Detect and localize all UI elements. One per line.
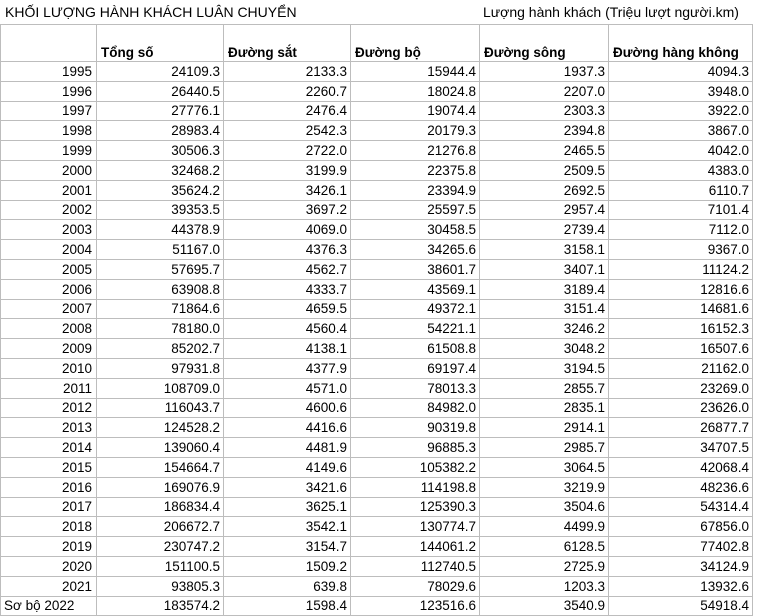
value-cell[interactable]: 78013.3: [351, 378, 480, 398]
year-cell[interactable]: 1997: [1, 101, 97, 121]
value-cell[interactable]: 21162.0: [609, 358, 753, 378]
table-row: [1, 279, 753, 299]
year-cell[interactable]: 2018: [1, 517, 97, 537]
value-cell[interactable]: 3194.5: [480, 358, 609, 378]
year-cell[interactable]: 2002: [1, 200, 97, 220]
value-cell[interactable]: 25597.5: [351, 200, 480, 220]
value-cell[interactable]: 139060.4: [97, 438, 224, 458]
table-row: [1, 200, 753, 220]
value-cell[interactable]: 3154.7: [224, 537, 351, 557]
value-cell[interactable]: 3948.0: [609, 81, 753, 101]
table-row: [1, 141, 753, 161]
value-cell[interactable]: 96885.3: [351, 438, 480, 458]
value-cell[interactable]: 4499.9: [480, 517, 609, 537]
value-cell[interactable]: 90319.8: [351, 418, 480, 438]
table-row: [1, 319, 753, 339]
value-cell[interactable]: 123516.6: [351, 596, 480, 616]
value-cell[interactable]: 6128.5: [480, 537, 609, 557]
value-cell[interactable]: 15944.4: [351, 62, 480, 82]
value-cell[interactable]: 3625.1: [224, 497, 351, 517]
data-table: [0, 24, 753, 616]
table-row: [1, 81, 753, 101]
year-cell[interactable]: 2007: [1, 299, 97, 319]
year-cell[interactable]: 2016: [1, 477, 97, 497]
table-row: [1, 497, 753, 517]
value-cell[interactable]: 4069.0: [224, 220, 351, 240]
value-cell[interactable]: 4416.6: [224, 418, 351, 438]
value-cell[interactable]: 16152.3: [609, 319, 753, 339]
value-cell[interactable]: 639.8: [224, 576, 351, 596]
value-cell[interactable]: 2303.3: [480, 101, 609, 121]
value-cell[interactable]: 85202.7: [97, 339, 224, 359]
value-cell[interactable]: 2914.1: [480, 418, 609, 438]
table-row: [1, 220, 753, 240]
value-cell[interactable]: 12816.6: [609, 279, 753, 299]
value-cell[interactable]: 151100.5: [97, 556, 224, 576]
value-cell[interactable]: 63908.8: [97, 279, 224, 299]
value-cell[interactable]: 3189.4: [480, 279, 609, 299]
table-row: [1, 457, 753, 477]
value-cell[interactable]: 124528.2: [97, 418, 224, 438]
table-row: [1, 596, 753, 616]
table-row: [1, 101, 753, 121]
value-cell[interactable]: 44378.9: [97, 220, 224, 240]
year-cell[interactable]: 2020: [1, 556, 97, 576]
value-cell[interactable]: 2985.7: [480, 438, 609, 458]
table-row: [1, 517, 753, 537]
value-cell[interactable]: 2957.4: [480, 200, 609, 220]
value-cell[interactable]: 38601.7: [351, 259, 480, 279]
value-cell[interactable]: 2855.7: [480, 378, 609, 398]
value-cell[interactable]: 78029.6: [351, 576, 480, 596]
year-cell[interactable]: 2004: [1, 240, 97, 260]
value-cell[interactable]: 57695.7: [97, 259, 224, 279]
value-cell[interactable]: 2476.4: [224, 101, 351, 121]
value-cell[interactable]: 4659.5: [224, 299, 351, 319]
table-row: [1, 339, 753, 359]
value-cell[interactable]: 154664.7: [97, 457, 224, 477]
value-cell[interactable]: 20179.3: [351, 121, 480, 141]
value-cell[interactable]: 3246.2: [480, 319, 609, 339]
value-cell[interactable]: 2835.1: [480, 398, 609, 418]
value-cell[interactable]: 4571.0: [224, 378, 351, 398]
value-cell[interactable]: 97931.8: [97, 358, 224, 378]
value-cell[interactable]: 4376.3: [224, 240, 351, 260]
year-cell[interactable]: 2009: [1, 339, 97, 359]
value-cell[interactable]: 27776.1: [97, 101, 224, 121]
table-row: [1, 418, 753, 438]
header-cell-total[interactable]: Tổng số: [97, 25, 224, 62]
value-cell[interactable]: 186834.4: [97, 497, 224, 517]
value-cell[interactable]: 2133.3: [224, 62, 351, 82]
header-cell-rail[interactable]: Đường sắt: [224, 25, 351, 62]
year-cell[interactable]: 2019: [1, 537, 97, 557]
value-cell[interactable]: 26440.5: [97, 81, 224, 101]
year-cell[interactable]: 2014: [1, 438, 97, 458]
value-cell[interactable]: 93805.3: [97, 576, 224, 596]
value-cell[interactable]: 54918.4: [609, 596, 753, 616]
table-row: [1, 62, 753, 82]
table-row: [1, 537, 753, 557]
table-row: [1, 358, 753, 378]
value-cell[interactable]: 18024.8: [351, 81, 480, 101]
value-cell[interactable]: 2692.5: [480, 180, 609, 200]
value-cell[interactable]: 3540.9: [480, 596, 609, 616]
value-cell[interactable]: 13932.6: [609, 576, 753, 596]
value-cell[interactable]: 2260.7: [224, 81, 351, 101]
table-row: [1, 576, 753, 596]
table-row: [1, 477, 753, 497]
value-cell[interactable]: 3421.6: [224, 477, 351, 497]
value-cell[interactable]: 3199.9: [224, 160, 351, 180]
year-cell[interactable]: 2006: [1, 279, 97, 299]
value-cell[interactable]: 114198.8: [351, 477, 480, 497]
value-cell[interactable]: 3064.5: [480, 457, 609, 477]
table-row: [1, 438, 753, 458]
value-cell[interactable]: 183574.2: [97, 596, 224, 616]
value-cell[interactable]: 39353.5: [97, 200, 224, 220]
value-cell[interactable]: 3504.6: [480, 497, 609, 517]
value-cell[interactable]: 3922.0: [609, 101, 753, 121]
year-cell[interactable]: 2015: [1, 457, 97, 477]
header-cell-air[interactable]: Đường hàng không: [609, 25, 753, 62]
value-cell[interactable]: 116043.7: [97, 398, 224, 418]
value-cell[interactable]: 206672.7: [97, 517, 224, 537]
header-row: [1, 25, 753, 62]
table-row: [1, 160, 753, 180]
value-cell[interactable]: 230747.2: [97, 537, 224, 557]
table-row: [1, 378, 753, 398]
value-cell[interactable]: 77402.8: [609, 537, 753, 557]
title-row: [0, 0, 760, 24]
value-cell[interactable]: 32468.2: [97, 160, 224, 180]
value-cell[interactable]: 4333.7: [224, 279, 351, 299]
value-cell[interactable]: 4138.1: [224, 339, 351, 359]
value-cell[interactable]: 23626.0: [609, 398, 753, 418]
value-cell[interactable]: 1509.2: [224, 556, 351, 576]
year-cell[interactable]: 1999: [1, 141, 97, 161]
value-cell[interactable]: 3048.2: [480, 339, 609, 359]
value-cell[interactable]: 2207.0: [480, 81, 609, 101]
value-cell[interactable]: 108709.0: [97, 378, 224, 398]
value-cell[interactable]: 125390.3: [351, 497, 480, 517]
value-cell[interactable]: 23269.0: [609, 378, 753, 398]
table-row: [1, 180, 753, 200]
value-cell[interactable]: 4042.0: [609, 141, 753, 161]
value-cell[interactable]: 2722.0: [224, 141, 351, 161]
value-cell[interactable]: 105382.2: [351, 457, 480, 477]
value-cell[interactable]: 61508.8: [351, 339, 480, 359]
table-row: [1, 121, 753, 141]
value-cell[interactable]: 11124.2: [609, 259, 753, 279]
value-cell[interactable]: 169076.9: [97, 477, 224, 497]
value-cell[interactable]: 144061.2: [351, 537, 480, 557]
value-cell[interactable]: 4383.0: [609, 160, 753, 180]
year-cell[interactable]: 1998: [1, 121, 97, 141]
year-cell[interactable]: 2021: [1, 576, 97, 596]
value-cell[interactable]: 3867.0: [609, 121, 753, 141]
value-cell[interactable]: 69197.4: [351, 358, 480, 378]
value-cell[interactable]: 78180.0: [97, 319, 224, 339]
value-cell[interactable]: 49372.1: [351, 299, 480, 319]
value-cell[interactable]: 4600.6: [224, 398, 351, 418]
value-cell[interactable]: 4149.6: [224, 457, 351, 477]
value-cell[interactable]: 22375.8: [351, 160, 480, 180]
year-cell[interactable]: 2010: [1, 358, 97, 378]
value-cell[interactable]: 4481.9: [224, 438, 351, 458]
value-cell[interactable]: 3407.1: [480, 259, 609, 279]
header-cell-road[interactable]: Đường bộ: [351, 25, 480, 62]
year-cell[interactable]: 2012: [1, 398, 97, 418]
value-cell[interactable]: 1937.3: [480, 62, 609, 82]
value-cell[interactable]: 7112.0: [609, 220, 753, 240]
value-cell[interactable]: 3426.1: [224, 180, 351, 200]
unit-note[interactable]: Lượng hành khách (Triệu lượt người.km): [483, 4, 739, 20]
value-cell[interactable]: 19074.4: [351, 101, 480, 121]
value-cell[interactable]: 28983.4: [97, 121, 224, 141]
value-cell[interactable]: 9367.0: [609, 240, 753, 260]
value-cell[interactable]: 30506.3: [97, 141, 224, 161]
value-cell[interactable]: 2725.9: [480, 556, 609, 576]
value-cell[interactable]: 84982.0: [351, 398, 480, 418]
value-cell[interactable]: 4377.9: [224, 358, 351, 378]
header-cell-river[interactable]: Đường sông: [480, 25, 609, 62]
value-cell[interactable]: 3158.1: [480, 240, 609, 260]
year-cell[interactable]: 1996: [1, 81, 97, 101]
value-cell[interactable]: 54314.4: [609, 497, 753, 517]
year-cell[interactable]: 2005: [1, 259, 97, 279]
value-cell[interactable]: 67856.0: [609, 517, 753, 537]
value-cell[interactable]: 2509.5: [480, 160, 609, 180]
year-cell[interactable]: 2001: [1, 180, 97, 200]
value-cell[interactable]: 130774.7: [351, 517, 480, 537]
value-cell[interactable]: 2394.8: [480, 121, 609, 141]
value-cell[interactable]: 4562.7: [224, 259, 351, 279]
table-row: [1, 299, 753, 319]
value-cell[interactable]: 51167.0: [97, 240, 224, 260]
header-cell-blank[interactable]: [1, 25, 97, 62]
year-cell[interactable]: 2008: [1, 319, 97, 339]
value-cell[interactable]: 3697.2: [224, 200, 351, 220]
value-cell[interactable]: 1598.4: [224, 596, 351, 616]
year-cell[interactable]: 2017: [1, 497, 97, 517]
value-cell[interactable]: 34124.9: [609, 556, 753, 576]
value-cell[interactable]: 2542.3: [224, 121, 351, 141]
value-cell[interactable]: 6110.7: [609, 180, 753, 200]
value-cell[interactable]: 3219.9: [480, 477, 609, 497]
value-cell[interactable]: 1203.3: [480, 576, 609, 596]
year-cell[interactable]: 2000: [1, 160, 97, 180]
table-row: [1, 259, 753, 279]
value-cell[interactable]: 71864.6: [97, 299, 224, 319]
value-cell[interactable]: 14681.6: [609, 299, 753, 319]
value-cell[interactable]: 35624.2: [97, 180, 224, 200]
value-cell[interactable]: 4094.3: [609, 62, 753, 82]
value-cell[interactable]: 42068.4: [609, 457, 753, 477]
value-cell[interactable]: 3151.4: [480, 299, 609, 319]
value-cell[interactable]: 30458.5: [351, 220, 480, 240]
value-cell[interactable]: 48236.6: [609, 477, 753, 497]
year-cell[interactable]: 1995: [1, 62, 97, 82]
year-cell[interactable]: 2003: [1, 220, 97, 240]
sheet-title[interactable]: KHỐI LƯỢNG HÀNH KHÁCH LUÂN CHUYỂN: [5, 4, 297, 20]
value-cell[interactable]: 23394.9: [351, 180, 480, 200]
table-row: [1, 398, 753, 418]
value-cell[interactable]: 34707.5: [609, 438, 753, 458]
table-row: [1, 240, 753, 260]
value-cell[interactable]: 7101.4: [609, 200, 753, 220]
table-row: [1, 556, 753, 576]
value-cell[interactable]: 34265.6: [351, 240, 480, 260]
value-cell[interactable]: 16507.6: [609, 339, 753, 359]
value-cell[interactable]: 2739.4: [480, 220, 609, 240]
value-cell[interactable]: 26877.7: [609, 418, 753, 438]
value-cell[interactable]: 3542.1: [224, 517, 351, 537]
value-cell[interactable]: 2465.5: [480, 141, 609, 161]
year-cell[interactable]: 2011: [1, 378, 97, 398]
value-cell[interactable]: 24109.3: [97, 62, 224, 82]
value-cell[interactable]: 4560.4: [224, 319, 351, 339]
value-cell[interactable]: 54221.1: [351, 319, 480, 339]
value-cell[interactable]: 112740.5: [351, 556, 480, 576]
value-cell[interactable]: 21276.8: [351, 141, 480, 161]
year-cell[interactable]: 2013: [1, 418, 97, 438]
value-cell[interactable]: 43569.1: [351, 279, 480, 299]
year-cell[interactable]: Sơ bộ 2022: [1, 596, 97, 616]
